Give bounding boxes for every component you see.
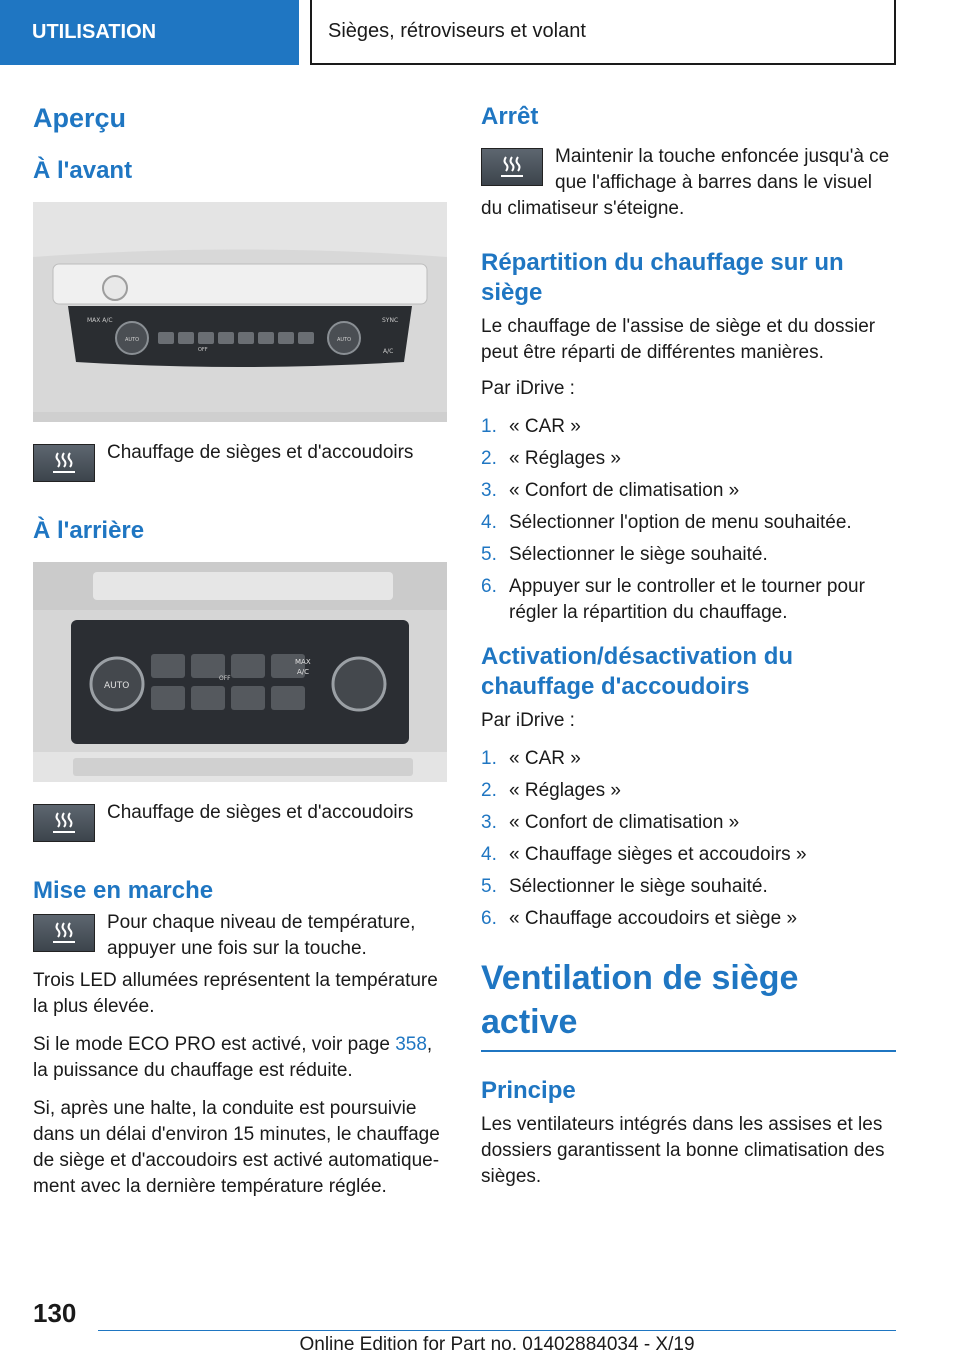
armrest-heading: Activation/désactivation du chauffage d'accoudoirs [481, 643, 794, 700]
front-ac-label: A/C [383, 348, 394, 355]
list-item: 2. « Réglages » [481, 780, 621, 801]
distribution-steps [481, 414, 896, 626]
list-item: 4. Sélectionner l'option de menu souhaitée. [481, 512, 852, 533]
heading-rule [481, 1050, 896, 1052]
eco-pro-text-start: Si le mode ECO PRO est activé, voir page [33, 1034, 396, 1055]
rear-auto-label: AUTO [104, 681, 130, 691]
list-item: 5. Sélectionner le siège souhaité. [481, 544, 768, 565]
restart-paragraph: Si, après une halte, la conduite est poursuivie dans un délai d'environ 15 minutes, le chauffage de siège et d'accoudoirs est activé automatique-ment avec la dernière température réglée. [33, 1098, 440, 1197]
ventilation-heading: Ventilation de siège active [481, 959, 799, 1041]
seat-heating-icon [481, 148, 543, 186]
armrest-intro: Par iDrive : [481, 710, 575, 731]
front-off-label: OFF [198, 347, 208, 353]
switch-on-text: Pour chaque niveau de température, appuyer une fois sur la touche. [107, 912, 416, 959]
list-item: 3. « Confort de climatisation » [481, 812, 740, 833]
list-item: 2. « Réglages » [481, 448, 621, 469]
section-tab [0, 0, 299, 65]
front-heading: À l'avant [33, 157, 133, 184]
rear-ac-label: A/C [297, 668, 310, 676]
list-item: 1. « CAR » [481, 748, 581, 769]
rear-off-label: OFF [219, 675, 231, 682]
front-auto-right-label: AUTO [337, 337, 352, 343]
switch-on-row [33, 910, 449, 962]
switch-off-text: Maintenir la touche enfoncée jusqu'à ce que l'affichage à barres dans le visuel du climatiseur s'éteigne. [481, 146, 890, 219]
seat-heating-icon [33, 444, 95, 482]
chapter-title: Sièges, rétroviseurs et volant [328, 20, 586, 42]
distribution-intro: Par iDrive : [481, 378, 575, 399]
right-column [481, 102, 896, 1190]
eco-pro-paragraph [33, 1032, 449, 1084]
rear-max-label: MAX [295, 658, 311, 666]
switch-off-row [481, 144, 896, 222]
front-console-drawing [33, 202, 447, 422]
switch-off-heading: Arrêt [481, 103, 539, 130]
seat-heating-icon [33, 804, 95, 842]
rear-caption-row [33, 800, 449, 846]
list-item: 6. Appuyer sur le controller et le tourner pour régler la répartition du chauffage. [481, 576, 865, 623]
front-console-photo [33, 202, 447, 422]
armrest-steps [481, 746, 896, 932]
front-auto-left-label: AUTO [125, 337, 140, 343]
led-paragraph: Trois LED allumées représentent la température la plus élevée. [33, 970, 438, 1017]
rear-caption: Chauffage de sièges et d'accoudoirs [107, 802, 414, 823]
list-item: 1. « CAR » [481, 416, 581, 437]
rear-console-photo [33, 562, 447, 782]
left-column [33, 102, 449, 1200]
distribution-heading: Répartition du chauffage sur un siège [481, 249, 844, 306]
list-item: 6. « Chauffage accoudoirs et siège » [481, 908, 798, 929]
edition-note: Online Edition for Part no. 01402884034 - X/19 [299, 1334, 695, 1355]
switch-on-heading: Mise en marche [33, 877, 214, 904]
seat-heating-icon [33, 914, 95, 952]
list-item: 3. « Confort de climatisation » [481, 480, 740, 501]
eco-pro-text-end: , la puissance du chauffage est réduite. [33, 1034, 433, 1081]
principle-heading: Principe [481, 1077, 576, 1104]
distribution-text: Le chauffage de l'assise de siège et du dossier peut être réparti de différentes manières. [481, 316, 876, 363]
front-maxac-label: MAX A/C [87, 317, 113, 324]
page-link[interactable]: 358 [395, 1034, 427, 1055]
page-number: 130 [33, 1298, 77, 1328]
overview-heading: Aperçu [33, 103, 127, 133]
list-item: 5. Sélectionner le siège souhaité. [481, 876, 768, 897]
list-item: 4. « Chauffage sièges et accoudoirs » [481, 844, 807, 865]
rear-heading: À l'arrière [33, 517, 145, 544]
principle-text: Les ventilateurs intégrés dans les assises et les dossiers garantissent la bonne climatisation des sièges. [481, 1114, 885, 1187]
rear-console-drawing [33, 562, 447, 782]
front-caption-row [33, 440, 449, 486]
section-label: UTILISATION [32, 21, 157, 43]
footer-rule [98, 1330, 896, 1331]
front-sync-label: SYNC [382, 317, 399, 324]
chapter-header [310, 0, 896, 65]
front-caption: Chauffage de sièges et d'accoudoirs [107, 442, 414, 463]
